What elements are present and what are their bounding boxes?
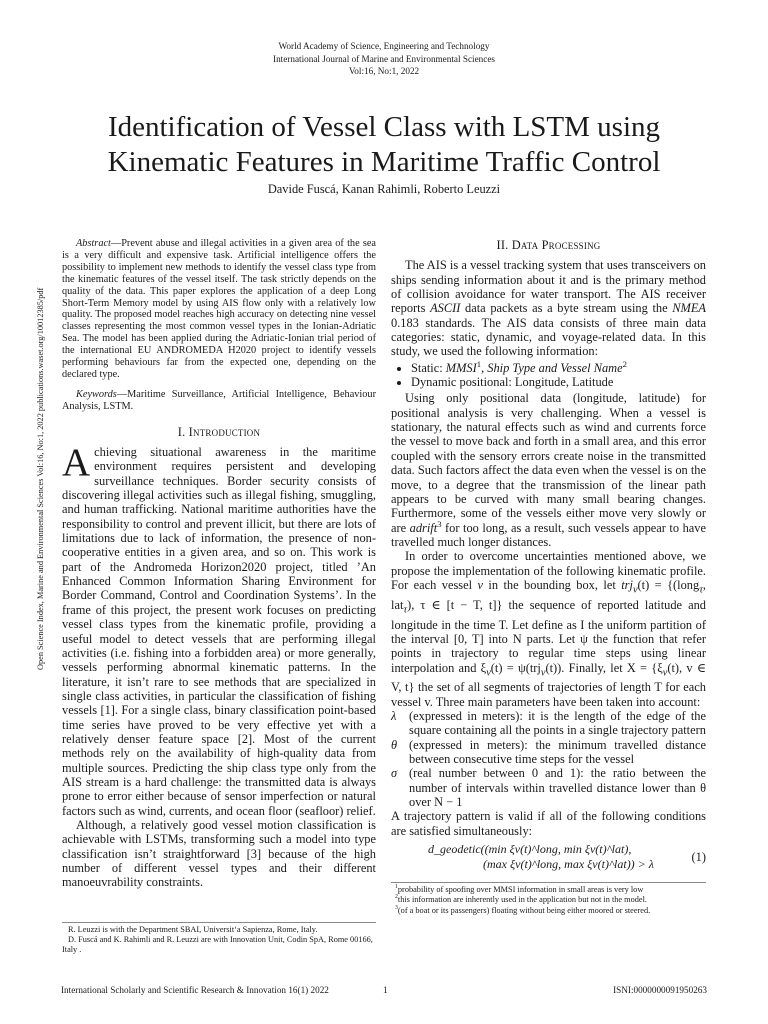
keywords (62, 389, 376, 413)
affiliation-2: D. Fuscá and K. Rahimli and R. Leuzzi are with Innovation Unit, Codin SpA, Rome 00166, Italy . (62, 935, 373, 955)
dp-p1-text-b: data packets as a byte stream using the (460, 301, 673, 316)
affiliation-rule (62, 922, 376, 923)
param-lambda (391, 709, 706, 738)
footer-publisher: International Scholarly and Scientific Research & Innovation 16(1) 2022 (61, 985, 329, 995)
abstract (62, 238, 376, 381)
param-text: (expressed in meters): the minimum travelled distance between consecutive time steps for the vessel (409, 737, 706, 767)
footnote-1: $^1$probability of spoofing over MMSI information in small areas is very low (395, 884, 644, 895)
journal-volume: Vol:16, No:1, 2022 (348, 66, 420, 76)
abstract-label: Abstract (76, 238, 111, 249)
bullet-1-rest: , Ship Type and Vessel Name (481, 360, 623, 375)
dp-p1-nmea: NMEA (672, 301, 706, 316)
footnote-3-text: (of a boat or its passengers) floating without being either moored or steered. (397, 905, 651, 915)
param-theta (391, 738, 706, 767)
dp-paragraph-2 (391, 391, 706, 549)
dp-p3-h: (t), v ∈ V, t} the set of all segments of trajectories of length T for each vessel v. Three main parameters have been taken into account: (391, 660, 706, 709)
paper-title (40, 110, 728, 180)
param-text: (real number between 0 and 1): the ratio between the number of intervals within travelled distance lower than θ over N − 1 (409, 766, 706, 810)
list-item (411, 358, 706, 375)
dp-p2-adrift: adrift (409, 520, 438, 535)
paper-authors: Davide Fuscá, Kanan Rahimli, Roberto Leuzzi (267, 182, 501, 196)
dp-p1-text-a: The AIS is a vessel tracking system that uses transceivers on ships sending information about it and is the primary method of collision avoidance for water transport. The AIS receiver reports (391, 258, 706, 316)
intro-paragraph-1-text: chieving situational awareness in the maritime environment requires persistent and developing surveillance techniques. Border security consists of discovering illegal activities such as illegal fishing, smuggling, and human trafficking. National maritime authorities have the responsibility to control and prevent illicit, but there are lots of limitations due to lack of information, the presence of non-cooperative entities in a given area, and so on. This work is part of the Andromeda Horizon2020 project, titled ’An Enhanced Common Information Sharing Environment for Border Command, Control and Coordination Systems’. In the frame of this project, the present work focuses on predicting vessel class types from the kinematic profile, providing a useful model to detect vessels that are performing illegal activities (i.e. fishing into a forbidden area) or more generally, vessels performing abnormal kinematic patterns. In the literature, it isn’t rare to see methods that are specialized in single class activities, in particular the classification of fishing vessels [1]. For a single class, binary classification point-based time series have proved to be very effective yet with a relatively denser feature space [2]. Most of the current methods rely on the availability of high-quality data from multiple sources. Predicting the ship class type only from the AIS stream is a hard challenge: the transmitted data is always prone to error either because of sensor imperfection or natural factors such as wind, currents, and ocean floor (seafloor) relief. (62, 445, 376, 818)
dp-p3-g: (t)). Finally, let X = {ξ (545, 660, 663, 675)
equation-1 (391, 842, 706, 874)
footnote-2: $^2$this information are inherently used in the application but not in the model. (395, 894, 647, 905)
dp-p1-ascii: ASCII (430, 301, 461, 316)
equation-number: (1) (691, 850, 706, 865)
equation-line-2: (max ξv(t)^long, max ξv(t)^lat)) > λ (483, 857, 654, 872)
dp-p3-traj: trj (621, 577, 633, 592)
dp-paragraph-1 (391, 258, 706, 358)
intro-paragraph-2: Although, a relatively good vessel motion classification is achievable with LSTMs, transforming such a model into type classification isn’t straightforward [3] because of the high number of different vessel types and their different manoeuvrability constraints. (62, 817, 376, 890)
right-column (391, 238, 706, 916)
param-sigma (391, 766, 706, 809)
param-symbol: σ (391, 766, 398, 781)
footnote-3: $^3$(of a boat or its passengers) floating without being either moored or steered. (395, 904, 651, 915)
dp-p3-c: (t) = {(long (637, 577, 700, 592)
footnote-ref-2: 2 (622, 358, 627, 369)
journal-org: World Academy of Science, Engineering and Technology (278, 41, 490, 51)
affiliation-1: R. Leuzzi is with the Department SBAI, Universit‘a Sapienza, Rome, Italy. (68, 925, 318, 934)
intro-paragraph-1 (62, 441, 376, 818)
journal-name: International Journal of Marine and Environmental Sciences (273, 53, 495, 64)
title-line-1: Identification of Vessel Class with LSTM using (107, 111, 661, 143)
param-symbol: λ (391, 709, 397, 724)
dp-p3-b: in the bounding box, let (482, 577, 622, 592)
dp-p3-a: In order to overcome uncertainties mentioned above, we propose the implementation of the following kinematic profile. For each vessel (391, 549, 706, 592)
footer-isni: ISNI:0000000091950263 (613, 985, 707, 995)
footnote-ref-1: 1 (476, 358, 482, 369)
page-number: 1 (383, 985, 388, 995)
dp-p2-text: Using only positional data (longitude, latitude) for positional analysis is very challenging. When a vessel is stationary, the natural effects such as wind and currents force the vessel to move back and forth in a small area, and this error coupled with the sensory errors create noise in the transmitted data. Such factors affect the data even when the vessel is on the move, to a degree that the transmission of the linear path appears to be curved with many small bearing changes. Furthermore, some of the vessels either move very slowly or are (391, 391, 706, 535)
equation-line-1: d_geodetic((min ξv(t)^long, min ξv(t)^lat), (428, 842, 632, 857)
bullet-1-mmsi: MMSI (445, 360, 477, 375)
dp-p3-f: (t) = ψ(trj (490, 660, 541, 675)
footnotes (391, 882, 706, 916)
side-watermark-text: Open Science Index, Marine and Environmental Sciences Vol:16, No:1, 2022 publications.waset.org/10012385/pdf (36, 287, 45, 670)
list-item: • Dynamic positional: Longitude, Latitude (411, 375, 706, 389)
dp-paragraph-4: A trajectory pattern is valid if all of the following conditions are satisfied simultaneously: (391, 809, 706, 838)
dp-p3-d: , lat (391, 577, 706, 612)
dp-paragraph-3: In order to overcome uncertainties mentioned above, we propose the implementation of the following kinematic profile. For each vessel v in the bounding box, let trj$_v$(t) = {(long$_\tau$, lat$_\tau$), τ ∈ [t − T, t]} the sequence of reported latitude and longitude in the time T. Let define as I the uniform partition of the interval [0, T] into N parts. Let ψ the function that refer points in trajectory to regular time steps using linear interpolation and $\xi_v(t) = \psi(trj_v(t))$. Finally, let $X = \{\xi_v(t)$, v ∈ V, t} the set of all segments of trajectories of length T for each vessel v. Three main parameters have been taken into account: (391, 549, 706, 709)
param-text: (expressed in meters): it is the length of the edge of the square containing all the points in a single trajectory pattern (409, 709, 706, 738)
parameter-list (391, 709, 706, 809)
keywords-text: —Maritime Surveillance, Artificial Intelligence, Behaviour Analysis, LSTM. (62, 388, 376, 412)
side-watermark (30, 287, 45, 670)
footnote-2-text: this information are inherently used in the application but not in the model. (397, 895, 647, 905)
section-heading-intro: I. Introduction (177, 424, 261, 439)
affiliations (62, 922, 376, 956)
param-symbol: θ (391, 737, 398, 752)
dp-p3-v: v (477, 577, 483, 592)
keywords-label: Keywords (76, 388, 117, 400)
info-list (391, 358, 706, 390)
footnote-1-text: probability of spoofing over MMSI information in small areas is very low (397, 885, 644, 895)
dp-p1-text-c: 0.183 standards. The AIS data consists of three main data categories: static, dynamic, and voyage-related data. In this study, we used the following information: (391, 315, 706, 359)
journal-header (0, 40, 768, 78)
title-line-2: Kinematic Features in Maritime Traffic Control (107, 146, 661, 178)
footnote-ref-3: 3 (437, 518, 442, 529)
bullet-1-label: Static: (411, 360, 446, 375)
abstract-text: —Prevent abuse and illegal activities in a given area of the sea is a very difficult and expensive task. Artificial intelligence offers the possibility to implement new methods to identify the vessel class type from the kinematic features of the vessel itself. The task strictly depends on the quality of the data. This paper explores the application of a deep Long Short-Term Memory model by using AIS flow only with a relatively low quality. The proposed model reaches high accuracy on detecting nine vessel classes representing the most common vessel types in the Ionian-Adriatic Sea. The model has been applied during the Adriatic-Ionian trial period of the international EU ANDROMEDA H2020 project to identify vessels performing behaviours far from the expected one, depending on the declared type. (62, 238, 376, 380)
drop-cap: A (62, 441, 91, 485)
left-column (62, 238, 376, 890)
dp-p2-end: for too long, as a result, such vessels appear to have travelled much longer distances. (391, 520, 706, 549)
dp-p3-e: ), τ ∈ [t − T, t]} the sequence of reported latitude and longitude in the time T. Let define as I the uniform partition of the interval [0, T] into N parts. Let ψ the function that refer points in trajectory to regular time steps using linear interpolation and ξ (391, 597, 706, 675)
section-heading-data-processing: II. Data Processing (496, 238, 601, 252)
